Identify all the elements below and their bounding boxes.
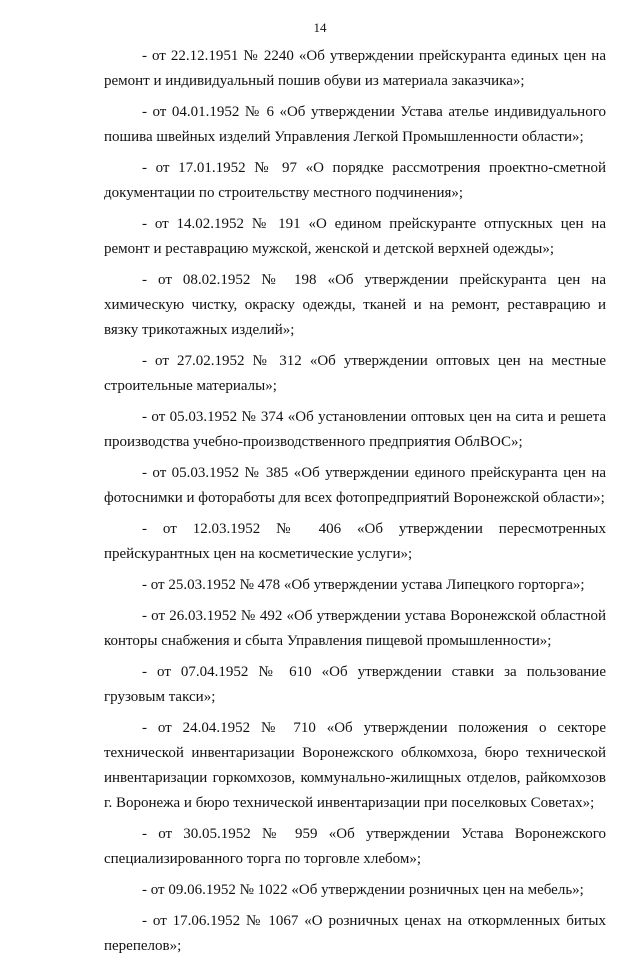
decree-item: - от 04.01.1952 № 6 «Об утверждении Устава ателье индивидуального пошива швейных изделий Управления Легкой Промышленности области»; [104, 104, 606, 145]
decree-item: - от 14.02.1952 № 191 «О едином прейскуранте отпускных цен на ремонт и реставрацию мужской, женской и детской верхней одежды»; [104, 216, 606, 257]
decree-item: - от 27.02.1952 № 312 «Об утверждении оптовых цен на местные строительные материалы»; [104, 353, 606, 394]
decree-item: - от 17.06.1952 № 1067 «О розничных ценах на откормленных битых перепелов»; [104, 913, 606, 954]
decree-item: - от 05.03.1952 № 374 «Об установлении оптовых цен на сита и решета производства учебно-производственного предприятия ОблВОС»; [104, 409, 606, 450]
decree-item: - от 08.02.1952 № 198 «Об утверждении прейскуранта цен на химическую чистку, окраску одежды, тканей и на ремонт, реставрацию и вязку трикотажных изделий»; [104, 272, 606, 338]
decree-item: - от 09.06.1952 № 1022 «Об утверждении розничных цен на мебель»; [142, 882, 584, 898]
decree-item: - от 25.03.1952 № 478 «Об утверждении устава Липецкого горторга»; [142, 577, 585, 593]
decree-item: - от 26.03.1952 № 492 «Об утверждении устава Воронежской областной конторы снабжения и сбыта Управления пищевой промышленности»; [104, 608, 606, 649]
decree-item: - от 07.04.1952 № 610 «Об утверждении ставки за пользование грузовым такси»; [104, 664, 606, 705]
decree-item: - от 17.01.1952 № 97 «О порядке рассмотрения проектно-сметной документации по строительству местного подчинения»; [104, 160, 606, 201]
decree-item: - от 24.04.1952 № 710 «Об утверждении положения о секторе технической инвентаризации Воронежского облкомхоза, бюро технической инвентаризации горкомхозов, коммунально-жилищных отделов, райкомхозов г. Воронежа и бюро технической инвентаризации при поселковых Советах»; [104, 720, 606, 811]
page-number: 14 [313, 20, 327, 35]
decree-item: - от 22.12.1951 № 2240 «Об утверждении прейскуранта единых цен на ремонт и индивидуальный пошив обуви из материала заказчика»; [104, 48, 606, 89]
decree-item: - от 30.05.1952 № 959 «Об утверждении Устава Воронежского специализированного торга по торговле хлебом»; [104, 826, 606, 867]
decree-list [104, 44, 606, 965]
decree-item: - от 05.03.1952 № 385 «Об утверждении единого прейскуранта цен на фотоснимки и фотоработы для всех фотопредприятий Воронежской области»; [104, 465, 606, 506]
decree-item: - от 12.03.1952 № 406 «Об утверждении пересмотренных прейскурантных цен на косметические услуги»; [104, 521, 606, 562]
